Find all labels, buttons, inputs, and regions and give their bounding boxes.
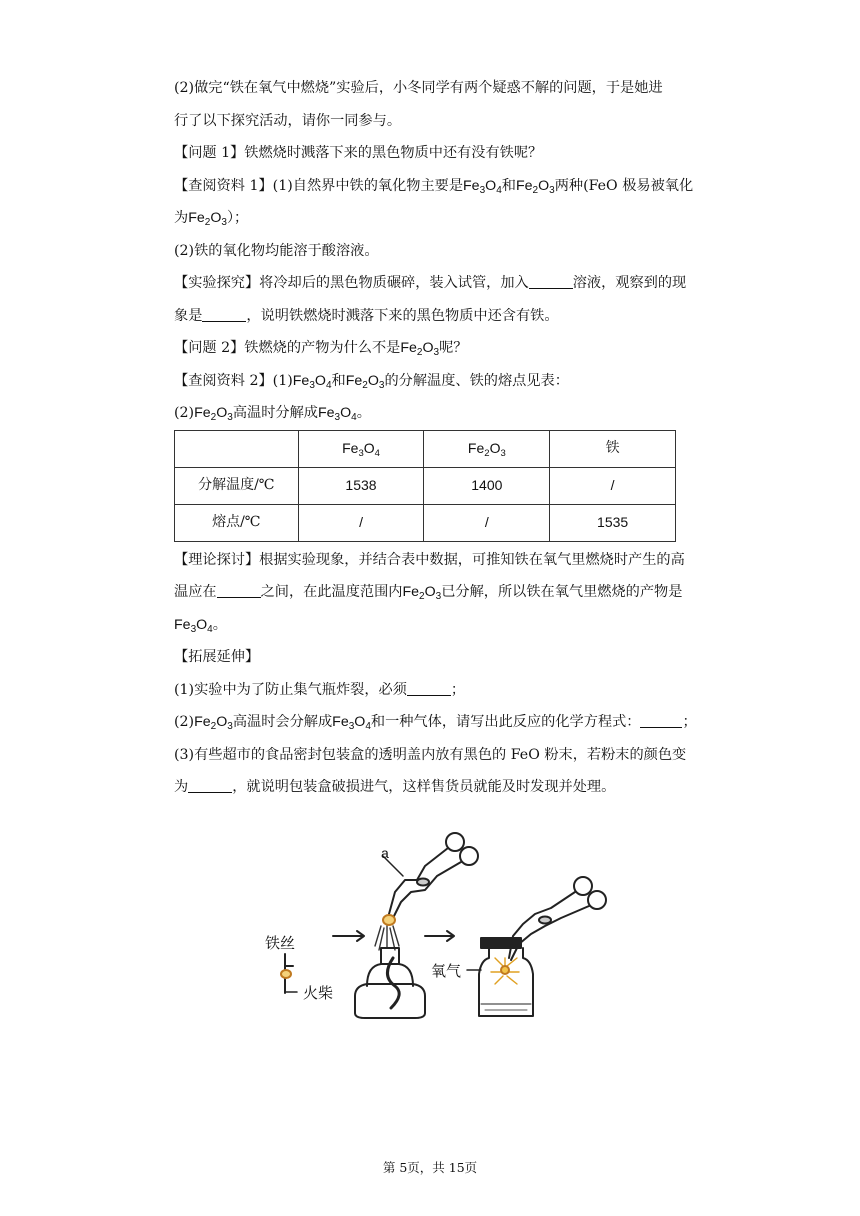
answer-blank[interactable] [529, 272, 573, 289]
text-line: (3)有些超市的食品密封包装盒的透明盖内放有黑色的 FeO 粉末，若粉末的颜色变 [174, 746, 687, 763]
formula-fe3o4: $Fe_3O_4$ [174, 616, 213, 635]
formula-fe2o3: $Fe_2O_3$ [402, 584, 442, 602]
table-cell [175, 430, 299, 467]
match-head [281, 970, 291, 978]
formula-fe2o3: $Fe_2O_3$ [194, 714, 233, 732]
experiment-figure [255, 818, 635, 1033]
label-oxygen: 氧气 [431, 962, 462, 980]
table-header-iron: 铁 [550, 430, 676, 467]
answer-blank[interactable] [202, 305, 246, 322]
table-cell: / [424, 504, 550, 541]
text-line: $(2)Fe_2O_3$高温时分解成$Fe_3O_4$。 [174, 405, 371, 423]
formula-fe2o3: $Fe_2O_3$ [188, 210, 227, 228]
theory-line: 【理论探讨】根据实验现象，并结合表中数据，可推知铁在氧气里燃烧时产生的高 [174, 551, 685, 568]
text-line: (1)实验中为了防止集气瓶炸裂，必须 ； [174, 674, 694, 707]
table-row [175, 467, 676, 504]
gas-bottle [479, 948, 533, 1016]
formula-fe3o4: $Fe_3O_4$ [317, 405, 357, 423]
formula-fe2o3: $Fe_2O_3$ [345, 372, 385, 391]
experiment-diagram [255, 818, 635, 1033]
formula-fe2o3: $Fe_2O_3$ [515, 177, 555, 196]
text-line: 温应在 之间，在此温度范围内$Fe_2O_3$已分解，所以铁在氧气里燃烧的产物是 [174, 576, 694, 609]
formula-fe2o3: $Fe_2O_3$ [194, 405, 233, 423]
label-iron-wire: 铁丝 [265, 934, 296, 952]
answer-blank[interactable] [640, 711, 682, 728]
reference-1: 【查阅资料 1】(1)自然界中铁的氧化物主要是$Fe_3O_4$和$Fe_2O_3$两种(FeO 极易被氧化 [174, 177, 694, 196]
table-header-fe3o4: $Fe_3O_4$ [298, 430, 424, 467]
data-table [174, 430, 676, 542]
formula-fe3o4: $Fe_3O_4$ [332, 714, 371, 732]
reference-2: 【查阅资料 2】$(1)Fe_3O_4$和$Fe_2O_3$的分解温度、铁的熔点见表： [174, 372, 569, 391]
text-line: 为 ，就说明包装盒破损进气，这样售货员就能及时发现并处理。 [174, 771, 694, 804]
formula-fe2o3: $Fe_2O_3$ [400, 340, 440, 358]
table-header-fe2o3: $Fe_2O_3$ [424, 430, 550, 467]
label-a: a [381, 845, 389, 861]
section-heading: 【拓展延伸】 [174, 649, 260, 665]
answer-blank[interactable] [188, 776, 232, 793]
alcohol-lamp-body [355, 984, 425, 1018]
table-cell: / [550, 467, 676, 504]
row-label: 熔点/℃ [175, 504, 299, 541]
experiment-line: 【实验探究】将冷却后的黑色物质碾碎，装入试管，加入 溶液，观察到的现 [174, 267, 694, 300]
table-cell: 1538 [298, 467, 424, 504]
question-2: 【问题 2】铁燃烧的产物为什么不是$Fe_2O_3$呢？ [174, 340, 468, 358]
text-line: $(2)Fe_2O_3$高温时会分解成$Fe_3O_4$和一种气体，请写出此反应的化学方程式： ； [174, 706, 694, 739]
table-cell: / [298, 504, 424, 541]
label-match: 火柴 [303, 984, 334, 1002]
text-line: $Fe_3O_4$。 [174, 616, 227, 635]
formula-fe3o4: $Fe_3O_4$ [292, 372, 332, 391]
text-line: 为$Fe_2O_3$）； [174, 210, 249, 228]
bottle-lid [481, 938, 521, 948]
formula-fe3o4: $Fe_3O_4$ [463, 177, 502, 196]
text-line: (2)做完“铁在氧气中燃烧”实验后，小冬同学有两个疑惑不解的问题，于是她进 [174, 80, 663, 96]
answer-blank[interactable] [407, 679, 451, 696]
answer-blank[interactable] [217, 581, 261, 598]
text-line: 象是 ，说明铁燃烧时溅落下来的黑色物质中还含有铁。 [174, 300, 694, 333]
text-line: (2)铁的氧化物均能溶于酸溶液。 [174, 242, 379, 259]
row-label: 分解温度/℃ [175, 467, 299, 504]
table-cell: 1535 [550, 504, 676, 541]
table-cell: 1400 [424, 467, 550, 504]
table-header-row [175, 430, 676, 467]
document-body [174, 72, 697, 804]
table-row [175, 504, 676, 541]
page-footer: 第 5页，共 15页 [382, 1160, 478, 1175]
question-1: 【问题 1】铁燃烧时溅落下来的黑色物质中还有没有铁呢？ [174, 145, 543, 161]
text-line: 行了以下探究活动，请你一同参与。 [174, 112, 402, 129]
